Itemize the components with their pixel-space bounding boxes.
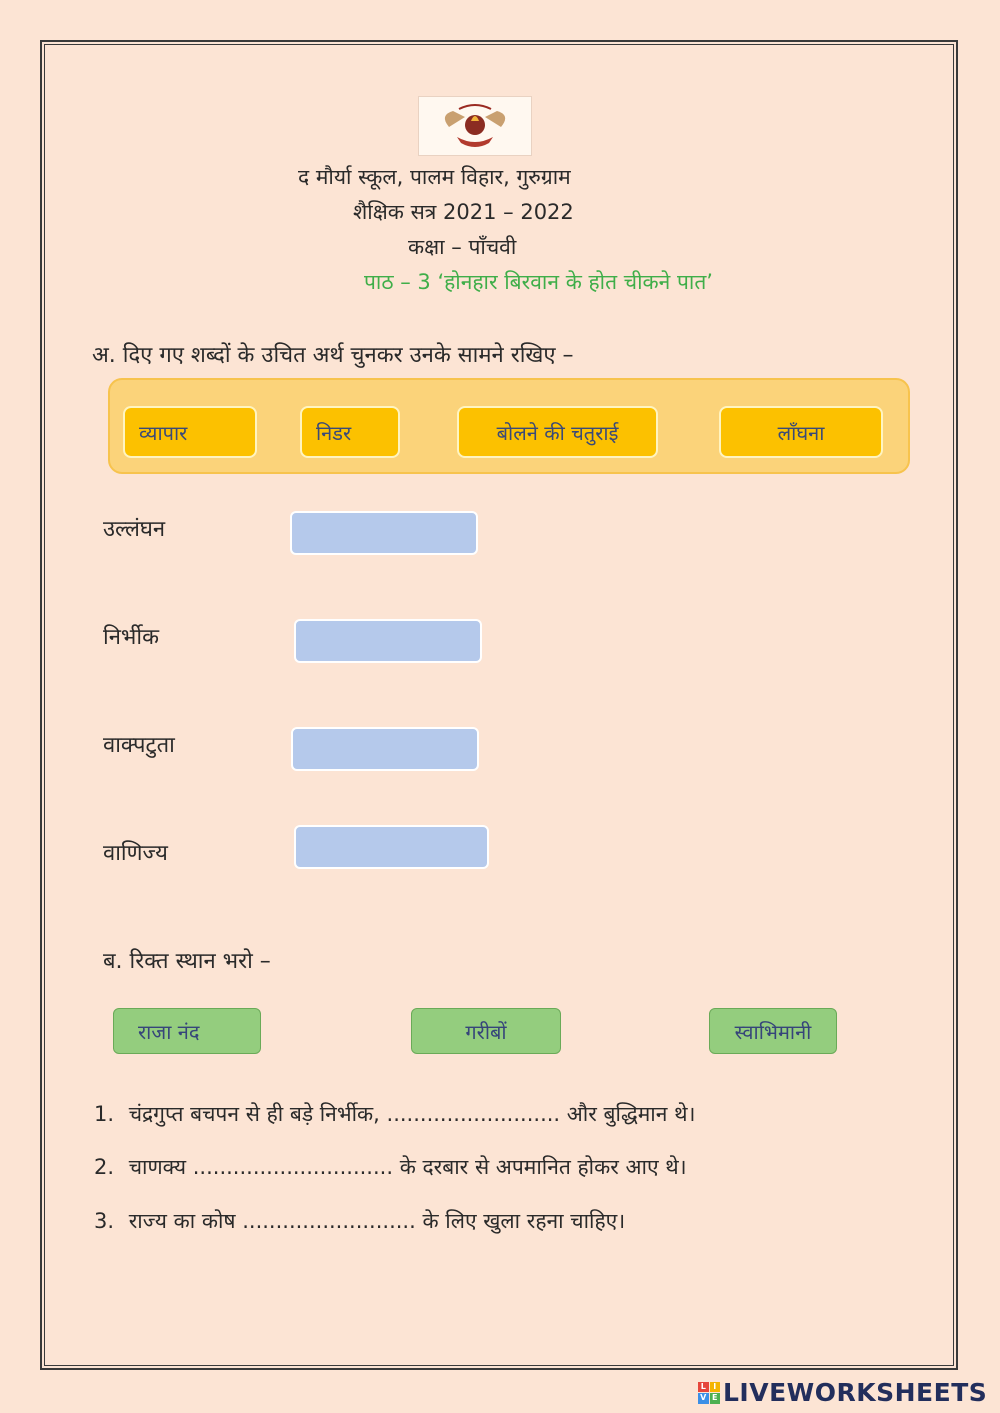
sentence-text-after: के दरबार से अपमानित होकर आए थे।: [399, 1155, 687, 1179]
term-nirbheek: निर्भीक: [103, 625, 159, 650]
school-name: द मौर्या स्कूल, पालम विहार, गुरुग्राम: [298, 165, 571, 189]
sentence-3: [94, 1207, 625, 1235]
word-chip-raja-nand[interactable]: राजा नंद: [113, 1008, 261, 1054]
class-text: कक्षा – पाँचवी: [408, 235, 517, 259]
answer-field-ullanghan[interactable]: [290, 511, 478, 555]
liveworksheets-icon: L I V E: [698, 1382, 720, 1404]
blank-2[interactable]: ..............................: [192, 1155, 394, 1179]
sentence-number: 1.: [94, 1102, 115, 1126]
answer-field-vanijya[interactable]: [294, 825, 489, 869]
term-vakpatuta: वाक्पटुता: [103, 733, 175, 758]
word-chip-vyapar[interactable]: व्यापार: [123, 406, 257, 458]
section-a-instruction: अ. दिए गए शब्दों के उचित अर्थ चुनकर उनके सामने रखिए –: [92, 343, 574, 368]
answer-field-nirbheek[interactable]: [294, 619, 482, 663]
sentence-2: [94, 1153, 687, 1181]
word-chip-bolne-ki-chaturai[interactable]: बोलने की चतुराई: [457, 406, 658, 458]
word-chip-garibon[interactable]: गरीबों: [411, 1008, 561, 1054]
school-logo: [418, 96, 532, 156]
word-chip-nidar[interactable]: निडर: [300, 406, 400, 458]
lesson-title: पाठ – 3 ‘होनहार बिरवान के होत चीकने पात’: [364, 270, 713, 294]
word-chip-langhna[interactable]: लाँघना: [719, 406, 883, 458]
answer-field-vakpatuta[interactable]: [291, 727, 479, 771]
sentence-1: [94, 1100, 695, 1128]
word-chip-swabhimani[interactable]: स्वाभिमानी: [709, 1008, 837, 1054]
sentence-number: 3.: [94, 1209, 115, 1233]
blank-3[interactable]: ..........................: [242, 1209, 416, 1233]
session-text: शैक्षिक सत्र 2021 – 2022: [353, 200, 574, 224]
sentence-text-after: और बुद्धिमान थे।: [566, 1102, 696, 1126]
term-vanijya: वाणिज्य: [103, 841, 168, 866]
liveworksheets-logo[interactable]: [698, 1378, 987, 1407]
sentence-number: 2.: [94, 1155, 115, 1179]
sentence-text-before: राज्य का कोष: [128, 1209, 236, 1233]
sentence-text-before: चाणक्य: [128, 1155, 187, 1179]
sentence-text-after: के लिए खुला रहना चाहिए।: [422, 1209, 626, 1233]
term-ullanghan: उल्लंघन: [103, 517, 166, 542]
section-b-instruction: ब. रिक्त स्थान भरो –: [103, 949, 271, 974]
liveworksheets-wordmark: LIVEWORKSHEETS: [723, 1378, 988, 1407]
sentence-text-before: चंद्रगुप्त बचपन से ही बड़े निर्भीक,: [128, 1102, 380, 1126]
blank-1[interactable]: ..........................: [386, 1102, 561, 1126]
